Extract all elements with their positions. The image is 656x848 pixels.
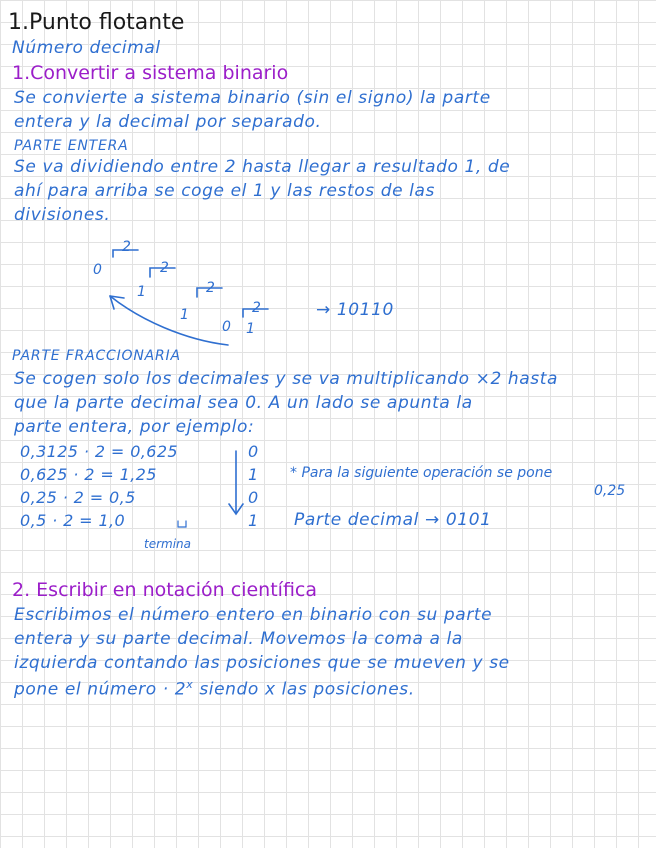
termina-bracket [178,521,186,527]
parte-fraccionaria-label: PARTE FRACCIONARIA [12,348,181,364]
section2-heading: 2. Escribir en notación científica [12,579,318,601]
termina-label: termina [144,537,192,551]
remainder-4: 0 [222,319,232,335]
note-line-2: 0,25 [594,483,626,499]
section2-line-1: Escribimos el número entero en binario con su parte [14,605,493,625]
fraction-step-2: 0,625 · 2 = 1,25 [20,465,157,484]
page-title: 1.Punto flotante [8,10,185,35]
remainder-1: 0 [93,262,103,278]
divisor-2: 2 [160,260,170,276]
fraccionaria-line-3: parte entera, por ejemplo: [14,417,255,437]
final-quotient: 1 [246,321,256,337]
divisor-1: 2 [122,239,132,255]
section2-line-3: izquierda contando las posiciones que se mueven y se [14,653,510,673]
fraction-step-4: 0,5 · 2 = 1,0 [20,511,126,530]
divisor-3: 2 [206,280,216,296]
remainder-3: 1 [180,307,190,323]
parte-entera-line-2: ahí para arriba se coge el 1 y las restos de las [14,181,435,201]
remainder-2: 1 [137,284,147,300]
fraccionaria-result: Parte decimal → 0101 [294,510,492,530]
section2-line-4-suffix: siendo x las posiciones. [193,679,415,700]
section1-heading: 1.Convertir a sistema binario [12,62,289,84]
parte-entera-line-3: divisiones. [14,205,111,225]
section2-line-2: entera y su parte decimal. Movemos la coma a la [14,629,463,649]
note-line-1: * Para la siguiente operación se pone [290,465,553,481]
curved-arrow [110,296,228,345]
entera-result: → 10110 [316,300,394,320]
fraccionaria-line-1: Se cogen solo los decimales y se va multiplicando ×2 hasta [14,369,559,389]
fraction-digit-3: 0 [248,488,259,507]
fraction-digit-1: 0 [248,442,259,461]
fraction-step-3: 0,25 · 2 = 0,5 [20,488,136,507]
section1-intro-line-2: entera y la decimal por separado. [14,112,322,132]
section2-line-4-prefix: pone el número · 2 [14,679,187,700]
fraccionaria-line-2: que la parte decimal sea 0. A un lado se apunta la [14,393,473,413]
parte-entera-line-1: Se va dividiendo entre 2 hasta llegar a resultado 1, de [14,157,511,177]
section1-intro-line-1: Se convierte a sistema binario (sin el signo) la parte [14,88,491,108]
parte-entera-label: PARTE ENTERA [14,138,129,154]
section2-line-4 [14,679,415,699]
fraction-step-1: 0,3125 · 2 = 0,625 [20,442,179,461]
divisor-4: 2 [252,300,262,316]
fraction-digit-4: 1 [248,511,259,530]
subtitle: Número decimal [12,38,161,58]
fraction-digit-2: 1 [248,465,259,484]
section2-exponent: x [186,678,194,691]
